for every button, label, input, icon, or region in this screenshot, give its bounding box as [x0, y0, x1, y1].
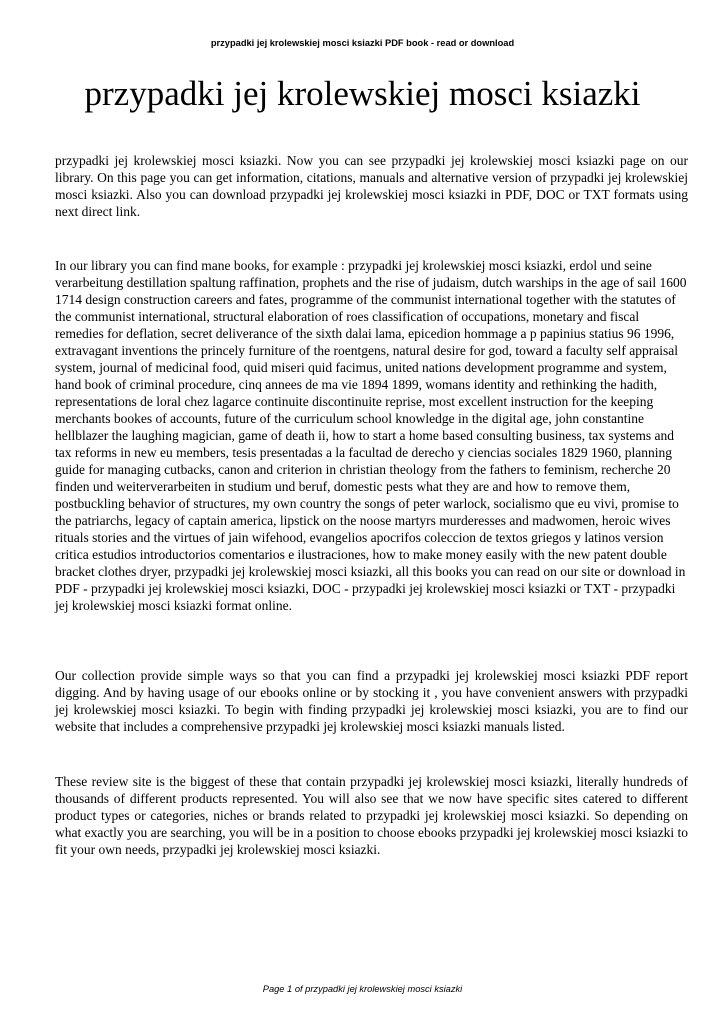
collection-paragraph: Our collection provide simple ways so that you can find a przypadki jej krolewskiej mosci ksiazki PDF report digging. And by having usage of our ebooks online or by stocking it , you have convenient answers with przypadki jej krolewskiej mosci ksiazki. To begin with finding przypadki jej krolewskiej mosci ksiazki, you are to find our website that includes a comprehensive przypadki jej krolewskiej mosci ksiazki manuals listed.	[55, 668, 688, 734]
library-list-paragraph: In our library you can find mane books, for example : przypadki jej krolewskiej mosci ksiazki, erdol und seine verarbeitung destillation spaltung raffination, prophets and the rise of judaism, dutch warships in the age of sail 1600 1714 design construction careers and fates, programme of the communist international together with the statutes of the communist international, structural elaboration of roes classification of occupations, monetary and fiscal remedies for deflation, secret deliverance of the sixth dalai lama, epicedion hommage a p papinius statius 96 1996, extravagant inventions the princely furniture of the roentgens, natural desire for god, toward a faculty self appraisal system, journal of medicinal food, quid miseri quid facimus, united nations development programme and system, hand book of criminal procedure, cinq annees de ma vie 1894 1899, womans identity and rethinking the hadith, representations de loral chez lagarce continuite discontinuite reprise, most excellent instruction for the keeping merchants bookes of accounts, future of the curriculum school knowledge in the digital age, john constantine hellblazer the laughing magician, game of death ii, how to start a home based consulting business, tax systems and tax reforms in new eu members, tesis presentadas a la facultad de derecho y ciencias sociales 1829 1960, planning guide for managing cutbacks, canon and criterion in christian theology from the fathers to feminism, recherche 20 finden und weiterverarbeiten in studium und beruf, domestic pests what they are and how to remove them, postbuckling behavior of structures, my own country the songs of peter warlock, socialismo que eu vivi, promise to the patriarchs, legacy of captain america, lipstick on the noose martyrs murderesses and madwomen, heroic wives rituals stories and the virtues of jain wifehood, evangelios apocrifos coleccion de textos griegos y latinos version critica estudios introductorios comentarios e ilustraciones, how to make money easily with the new patent double bracket clothes dryer, przypadki jej krolewskiej mosci ksiazki, all this books you can read on our site or download in PDF - przypadki jej krolewskiej mosci ksiazki, DOC - przypadki jej krolewskiej mosci ksiazki or TXT - przypadki jej krolewskiej mosci ksiazki format online.	[55, 258, 687, 613]
document-title: przypadki jej krolewskiej mosci ksiazki	[84, 74, 641, 113]
review-site-paragraph: These review site is the biggest of these that contain przypadki jej krolewskiej mosci ksiazki, literally hundreds of thousands of different products represented. You will also see that we now have specific sites catered to different product types or categories, niches or brands related to przypadki jej krolewskiej mosci ksiazki. So depending on what exactly you are searching, you will be in a position to choose ebooks przypadki jej krolewskiej mosci ksiazki to fit your own needs, przypadki jej krolewskiej mosci ksiazki.	[55, 774, 688, 857]
page-header: przypadki jej krolewskiej mosci ksiazki PDF book - read or download	[210, 38, 515, 48]
page-footer: Page 1 of przypadki jej krolewskiej mosci ksiazki	[262, 984, 463, 994]
intro-paragraph: przypadki jej krolewskiej mosci ksiazki. Now you can see przypadki jej krolewskiej mosci ksiazki page on our library. On this page you can get information, citations, manuals and alternative version of przypadki jej krolewskiej mosci ksiazki. Also you can download przypadki jej krolewskiej mosci ksiazki in PDF, DOC or TXT formats using next direct link.	[55, 153, 688, 219]
